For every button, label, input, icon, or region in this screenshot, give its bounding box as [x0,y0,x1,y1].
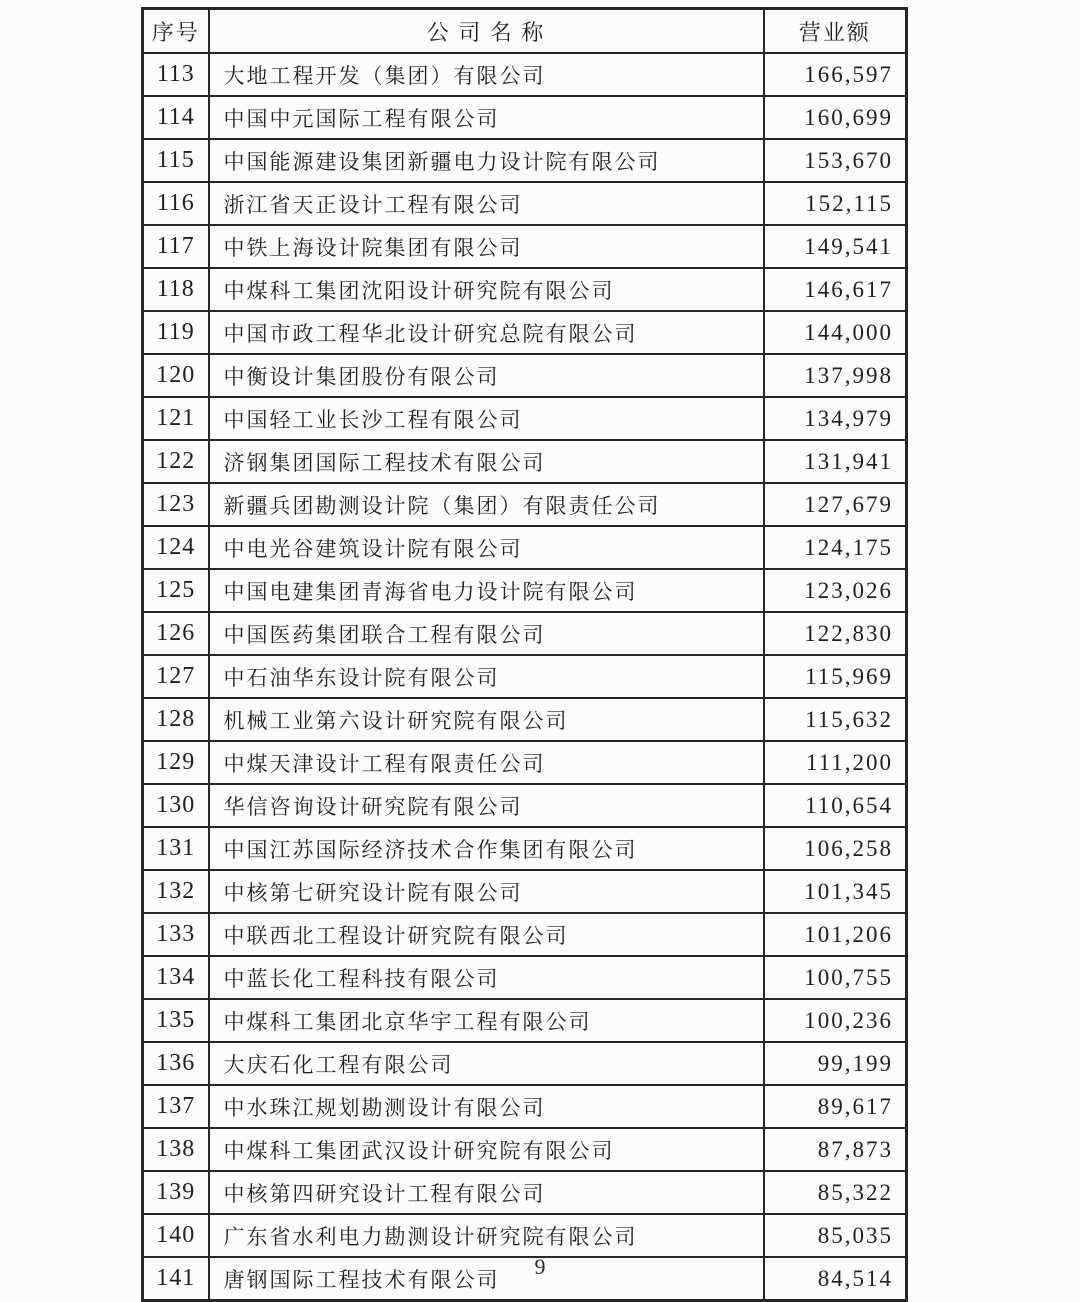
revenue-cell: 160,699 [764,96,907,139]
table-row [143,1085,907,1128]
row-index-cell: 120 [143,354,209,397]
row-index-cell: 127 [143,655,209,698]
revenue-cell: 152,115 [764,182,907,225]
row-index-cell: 140 [143,1214,209,1257]
revenue-cell: 166,597 [764,53,907,96]
row-index-cell: 139 [143,1171,209,1214]
row-index-cell: 113 [143,53,209,96]
row-index-cell: 137 [143,1085,209,1128]
row-index-cell: 125 [143,569,209,612]
row-index-cell: 130 [143,784,209,827]
table-row [143,268,907,311]
company-name-cell: 新疆兵团勘测设计院（集团）有限责任公司 [209,483,764,526]
column-header-revenue: 营业额 [764,9,907,54]
revenue-cell: 99,199 [764,1042,907,1085]
revenue-cell: 89,617 [764,1085,907,1128]
company-revenue-table [141,7,908,1302]
revenue-cell: 134,979 [764,397,907,440]
revenue-cell: 122,830 [764,612,907,655]
row-index-cell: 116 [143,182,209,225]
table-row [143,827,907,870]
company-name-cell: 中水珠江规划勘测设计有限公司 [209,1085,764,1128]
revenue-cell: 153,670 [764,139,907,182]
company-name-cell: 中煤科工集团沈阳设计研究院有限公司 [209,268,764,311]
revenue-cell: 146,617 [764,268,907,311]
revenue-cell: 101,206 [764,913,907,956]
revenue-cell: 115,969 [764,655,907,698]
company-name-cell: 中国江苏国际经济技术合作集团有限公司 [209,827,764,870]
company-name-cell: 中国电建集团青海省电力设计院有限公司 [209,569,764,612]
revenue-cell: 85,035 [764,1214,907,1257]
row-index-cell: 135 [143,999,209,1042]
revenue-cell: 84,514 [764,1257,907,1301]
revenue-cell: 149,541 [764,225,907,268]
company-name-cell: 中衡设计集团股份有限公司 [209,354,764,397]
table-row [143,182,907,225]
row-index-cell: 138 [143,1128,209,1171]
table-row [143,397,907,440]
table-row [143,53,907,96]
company-name-cell: 大地工程开发（集团）有限公司 [209,53,764,96]
revenue-cell: 111,200 [764,741,907,784]
company-name-cell: 华信咨询设计研究院有限公司 [209,784,764,827]
row-index-cell: 122 [143,440,209,483]
company-name-cell: 中煤天津设计工程有限责任公司 [209,741,764,784]
company-name-cell: 中核第七研究设计院有限公司 [209,870,764,913]
company-revenue-table-container [141,7,905,1302]
row-index-cell: 117 [143,225,209,268]
row-index-cell: 114 [143,96,209,139]
row-index-cell: 141 [143,1257,209,1301]
revenue-cell: 106,258 [764,827,907,870]
row-index-cell: 131 [143,827,209,870]
company-name-cell: 浙江省天正设计工程有限公司 [209,182,764,225]
revenue-cell: 137,998 [764,354,907,397]
company-name-cell: 大庆石化工程有限公司 [209,1042,764,1085]
table-body [143,53,907,1301]
row-index-cell: 128 [143,698,209,741]
table-header-row [143,9,907,54]
table-row [143,1214,907,1257]
company-name-cell: 中联西北工程设计研究院有限公司 [209,913,764,956]
company-name-cell: 济钢集团国际工程技术有限公司 [209,440,764,483]
row-index-cell: 118 [143,268,209,311]
company-name-cell: 中煤科工集团武汉设计研究院有限公司 [209,1128,764,1171]
company-name-cell: 中煤科工集团北京华宇工程有限公司 [209,999,764,1042]
company-name-cell: 中电光谷建筑设计院有限公司 [209,526,764,569]
revenue-cell: 85,322 [764,1171,907,1214]
table-row [143,96,907,139]
table-row [143,913,907,956]
table-row [143,440,907,483]
company-name-cell: 中石油华东设计院有限公司 [209,655,764,698]
table-row [143,1171,907,1214]
table-row [143,612,907,655]
revenue-cell: 144,000 [764,311,907,354]
table-row [143,698,907,741]
table-row [143,741,907,784]
revenue-cell: 101,345 [764,870,907,913]
column-header-company-name: 公 司 名 称 [209,9,764,54]
table-row [143,483,907,526]
company-name-cell: 中国医药集团联合工程有限公司 [209,612,764,655]
table-row [143,225,907,268]
table-row [143,1128,907,1171]
row-index-cell: 129 [143,741,209,784]
company-name-cell: 中国能源建设集团新疆电力设计院有限公司 [209,139,764,182]
company-name-cell: 广东省水利电力勘测设计研究院有限公司 [209,1214,764,1257]
company-name-cell: 中蓝长化工程科技有限公司 [209,956,764,999]
row-index-cell: 132 [143,870,209,913]
table-row [143,1042,907,1085]
company-name-cell: 中铁上海设计院集团有限公司 [209,225,764,268]
revenue-cell: 131,941 [764,440,907,483]
row-index-cell: 134 [143,956,209,999]
table-row [143,526,907,569]
table-row [143,569,907,612]
table-row [143,354,907,397]
table-row [143,999,907,1042]
company-name-cell: 中核第四研究设计工程有限公司 [209,1171,764,1214]
revenue-cell: 123,026 [764,569,907,612]
table-row [143,870,907,913]
row-index-cell: 119 [143,311,209,354]
revenue-cell: 127,679 [764,483,907,526]
row-index-cell: 136 [143,1042,209,1085]
revenue-cell: 124,175 [764,526,907,569]
page-number: 9 [534,1254,546,1279]
row-index-cell: 126 [143,612,209,655]
company-name-cell: 中国轻工业长沙工程有限公司 [209,397,764,440]
row-index-cell: 121 [143,397,209,440]
table-row [143,139,907,182]
table-row [143,655,907,698]
table-row [143,956,907,999]
company-name-cell: 中国市政工程华北设计研究总院有限公司 [209,311,764,354]
company-name-cell: 唐钢国际工程技术有限公司 [209,1257,764,1301]
revenue-cell: 110,654 [764,784,907,827]
column-header-index: 序号 [143,9,209,54]
company-name-cell: 中国中元国际工程有限公司 [209,96,764,139]
row-index-cell: 123 [143,483,209,526]
revenue-cell: 100,236 [764,999,907,1042]
row-index-cell: 115 [143,139,209,182]
revenue-cell: 115,632 [764,698,907,741]
revenue-cell: 87,873 [764,1128,907,1171]
revenue-cell: 100,755 [764,956,907,999]
row-index-cell: 124 [143,526,209,569]
table-row [143,784,907,827]
table-row [143,311,907,354]
row-index-cell: 133 [143,913,209,956]
company-name-cell: 机械工业第六设计研究院有限公司 [209,698,764,741]
